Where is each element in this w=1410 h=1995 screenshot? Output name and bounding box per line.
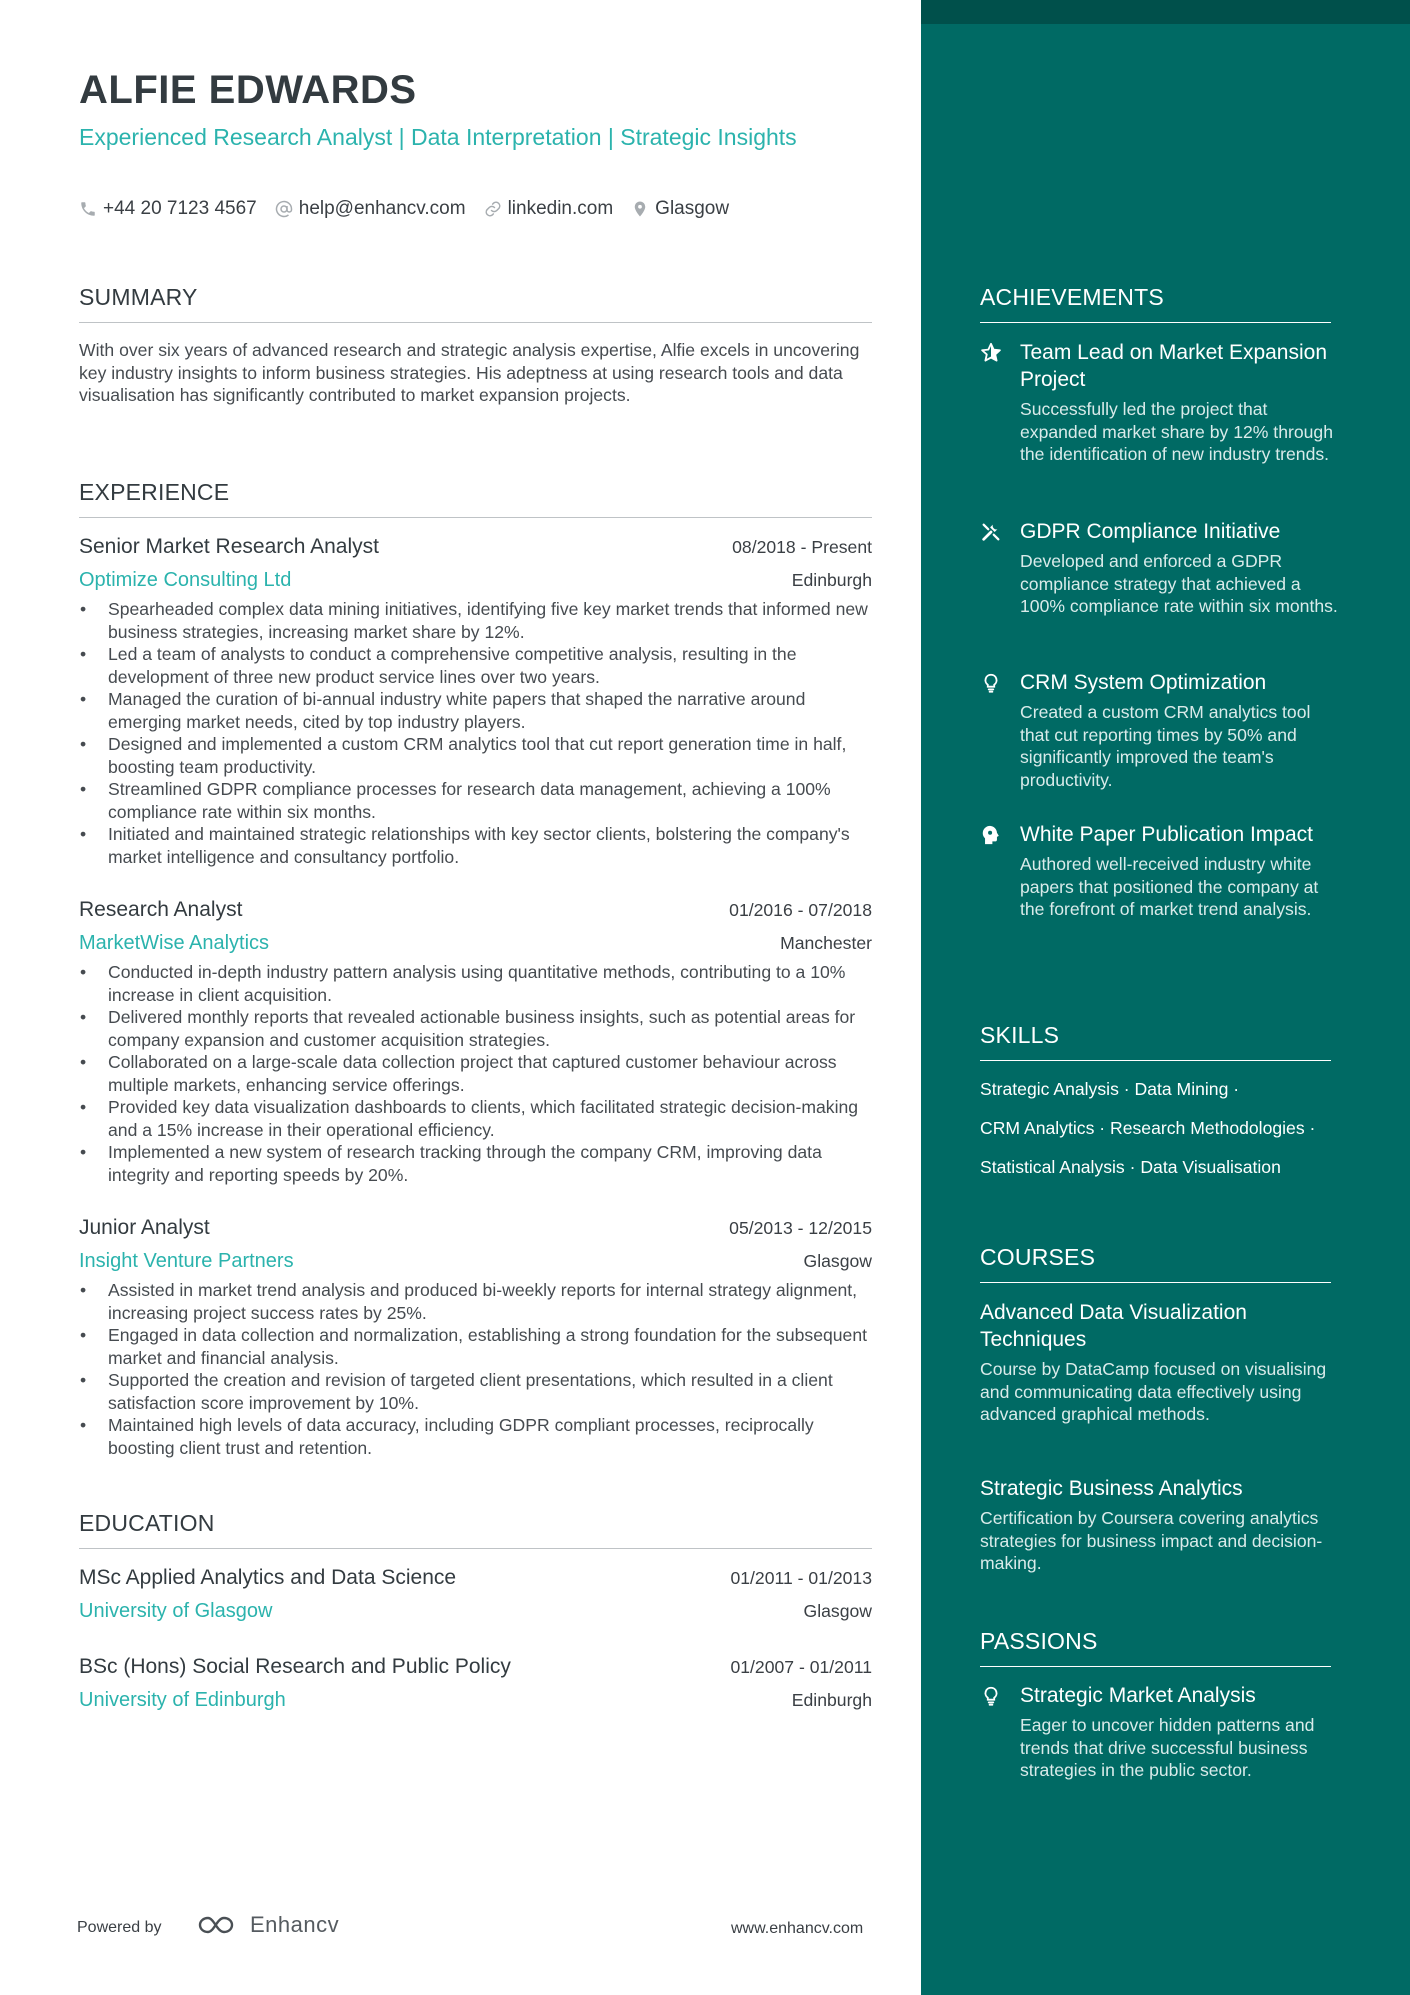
education-dates: 01/2007 - 01/2011 [730,1657,872,1677]
achievements-heading: ACHIEVEMENTS [980,284,1331,323]
education-entry [79,1655,872,1712]
contact-location [631,198,729,220]
education-heading: EDUCATION [79,1510,872,1549]
linkedin-text: linkedin.com [507,198,614,219]
email-text: help@enhancv.com [298,198,466,219]
skill-line: Strategic Analysis · Data Mining · [980,1079,1240,1099]
bullet-item: • Initiated and maintained strategic relationships with key sector clients, bolstering the company's market intelligence and consultancy portfolio. [79,823,872,868]
contact-phone[interactable] [79,198,257,220]
contact-linkedin[interactable] [484,198,614,220]
job-bullets [79,1279,872,1459]
job-title: Junior Analyst [79,1216,210,1239]
job-dates: 08/2018 - Present [732,537,872,557]
job-header [79,535,872,559]
sidebar [921,0,1410,1995]
job-entry [79,535,872,868]
job-subheader [79,569,872,592]
bullet-item: • Supported the creation and revision of targeted client presentations, which resulted in a client satisfaction score improvement by 10%. [79,1369,872,1414]
summary-heading: SUMMARY [79,284,872,323]
bullet-item: • Delivered monthly reports that revealed actionable business insights, such as potential areas for company expansion and customer acquisition strategies. [79,1006,872,1051]
course-title: Advanced Data Visualization Techniques [980,1301,1247,1351]
job-location: Manchester [780,933,872,953]
lightbulb-icon [980,1685,1002,1707]
bullet-item: • Maintained high levels of data accuracy, including GDPR compliant processes, reciprocally boosting client trust and retention. [79,1414,872,1459]
bullet-item: • Managed the curation of bi-annual industry white papers that shaped the narrative around emerging market needs, cited by top industry players. [79,688,872,733]
achievement-desc: Created a custom CRM analytics tool that cut reporting times by 50% and significantly improved the team's productivity. [1020,702,1311,790]
passion-item [980,1682,1340,1782]
job-dates: 01/2016 - 07/2018 [729,900,872,920]
achievement-item [980,339,1340,466]
summary-text: With over six years of advanced research and strategic analysis expertise, Alfie excels in uncovering key industry insights to inform business strategies. His adeptness at using research tools and data visualisation has significantly contributed to market expansion projects. [79,340,860,405]
job-dates: 05/2013 - 12/2015 [729,1218,872,1238]
courses-heading: COURSES [980,1244,1331,1283]
education-subheader [79,1600,872,1623]
job-title: Research Analyst [79,898,243,921]
achievement-item [980,821,1340,921]
job-header [79,1216,872,1240]
job-entry [79,898,872,1186]
achievement-item [980,669,1340,791]
job-location: Edinburgh [791,570,872,590]
achievement-desc: Developed and enforced a GDPR compliance strategy that achieved a 100% compliance rate within six months. [1020,551,1338,616]
bullet-item: • Designed and implemented a custom CRM analytics tool that cut report generation time in half, boosting team productivity. [79,733,872,778]
phone-text: +44 20 7123 4567 [103,198,257,219]
job-entry [79,1216,872,1459]
education-header [79,1655,872,1679]
powered-by-label: Powered by [77,1919,162,1936]
education-dates: 01/2011 - 01/2013 [730,1568,872,1588]
achievement-desc: Successfully led the project that expanded market share by 12% through the identification of new industry trends. [1020,399,1333,464]
bullet-item: • Engaged in data collection and normalization, establishing a strong foundation for the subsequent market and financial analysis. [79,1324,872,1369]
passion-desc: Eager to uncover hidden patterns and trends that drive successful business strategies in the public sector. [1020,1715,1315,1780]
course-desc: Course by DataCamp focused on visualising and communicating data effectively using advanced graphical methods. [980,1359,1327,1424]
education-header [79,1566,872,1590]
bullet-item: • Assisted in market trend analysis and produced bi-weekly reports for internal strategy alignment, increasing project success rates by 25%. [79,1279,872,1324]
achievement-item [980,518,1340,618]
course-item [980,1299,1340,1426]
job-subheader [79,932,872,955]
candidate-name: ALFIE EDWARDS [79,68,417,112]
job-company: MarketWise Analytics [79,932,270,954]
course-title: Strategic Business Analytics [980,1477,1243,1500]
achievement-title: CRM System Optimization [1020,671,1267,694]
skill-line: Statistical Analysis · Data Visualisation [980,1157,1281,1177]
star-icon [980,342,1002,364]
course-item [980,1475,1340,1575]
experience-heading: EXPERIENCE [79,479,872,518]
job-bullets [79,961,872,1186]
location-pin-icon [631,200,649,218]
sidebar-top-bar [921,0,1410,24]
job-bullets [79,598,872,868]
phone-icon [79,200,97,218]
bullet-item: • Collaborated on a large-scale data collection project that captured customer behaviour across multiple markets, enhancing service offerings. [79,1051,872,1096]
degree-title: BSc (Hons) Social Research and Public Policy [79,1655,511,1678]
at-icon [275,200,293,218]
job-title: Senior Market Research Analyst [79,535,379,558]
bullet-item: • Conducted in-depth industry pattern analysis using quantitative methods, contributing to a 10% increase in client acquisition. [79,961,872,1006]
achievement-title: White Paper Publication Impact [1020,823,1313,846]
bullet-item: • Spearheaded complex data mining initiatives, identifying five key market trends that informed new business strategies, increasing market share by 12%. [79,598,872,643]
contact-email[interactable] [275,198,466,220]
skills-list [980,1078,1350,1195]
headline: Experienced Research Analyst | Data Interpretation | Strategic Insights [79,124,797,150]
school-name: University of Edinburgh [79,1689,286,1711]
bullet-item: • Provided key data visualization dashboards to clients, which facilitated strategic decision-making and a 15% increase in their operational efficiency. [79,1096,872,1141]
education-location: Glasgow [803,1601,872,1621]
passion-title: Strategic Market Analysis [1020,1684,1256,1707]
achievement-desc: Authored well-received industry white papers that positioned the company at the forefront of market trend analysis. [1020,854,1319,919]
lightbulb-icon [980,672,1002,694]
brand-name: Enhancv [250,1912,340,1937]
head-icon [980,824,1002,846]
location-text: Glasgow [655,198,730,219]
bullet-item: • Implemented a new system of research tracking through the company CRM, improving data integrity and reporting speeds by 20%. [79,1141,872,1186]
job-location: Glasgow [803,1251,872,1271]
course-desc: Certification by Coursera covering analytics strategies for business impact and decision-making. [980,1508,1323,1573]
link-icon [484,200,502,218]
education-entry [79,1566,872,1623]
school-name: University of Glasgow [79,1600,273,1622]
achievement-title: GDPR Compliance Initiative [1020,520,1281,543]
degree-title: MSc Applied Analytics and Data Science [79,1566,457,1589]
education-location: Edinburgh [791,1690,872,1710]
achievement-title: Team Lead on Market Expansion Project [1020,341,1328,391]
tools-icon [980,521,1002,543]
bullet-item: • Led a team of analysts to conduct a comprehensive competitive analysis, resulting in the development of three new product service lines over two years. [79,643,872,688]
skills-heading: SKILLS [980,1022,1331,1061]
enhancv-logo[interactable] [196,1910,339,1940]
infinity-logo-icon [196,1910,242,1940]
footer-url[interactable]: www.enhancv.com [731,1920,864,1937]
job-company: Insight Venture Partners [79,1250,294,1272]
passions-heading: PASSIONS [980,1628,1331,1667]
job-subheader [79,1250,872,1273]
job-header [79,898,872,922]
skill-line: CRM Analytics · Research Methodologies · [980,1118,1316,1138]
education-subheader [79,1689,872,1712]
job-company: Optimize Consulting Ltd [79,569,292,591]
contact-bar [79,198,747,220]
bullet-item: • Streamlined GDPR compliance processes for research data management, achieving a 100% compliance rate within six months. [79,778,872,823]
